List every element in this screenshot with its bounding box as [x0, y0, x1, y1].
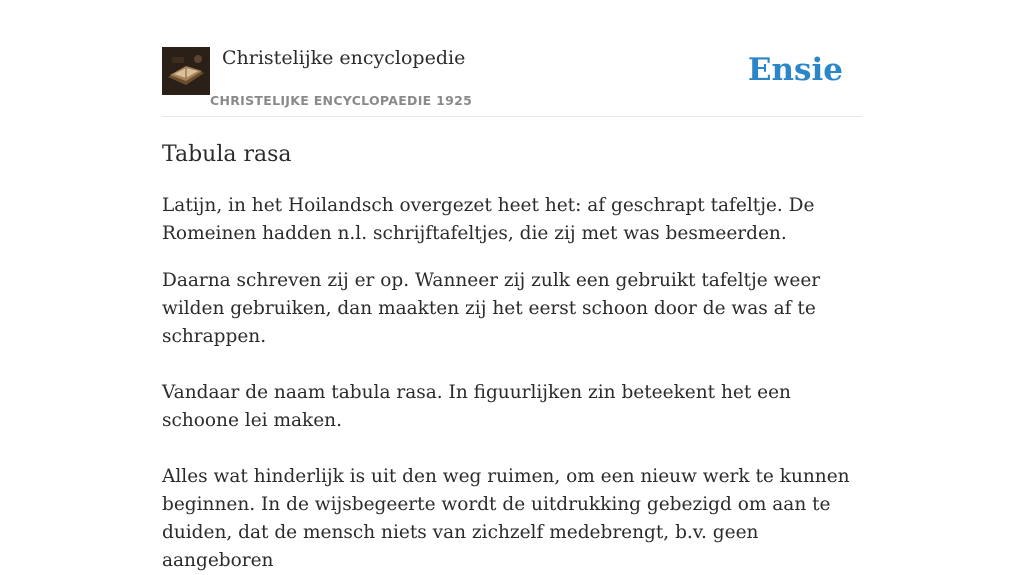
site-title[interactable]: Christelijke encyclopedie [222, 47, 466, 69]
article-title: Tabula rasa [162, 142, 292, 167]
book-image-icon [162, 47, 210, 95]
article-paragraph: Alles wat hinderlijk is uit den weg ruimen, om een nieuw werk te kunnen beginnen. In de wijsbegeerte wordt de uitdrukking gebezigd om aan te duiden, dat de mensch niets van zichzelf medebrengt, b.v. geen aangeboren [162, 466, 850, 571]
article-paragraph: Vandaar de naam tabula rasa. In figuurlijken zin beteekent het een schoone lei maken. [162, 382, 791, 431]
brand-logo[interactable]: Ensie [747, 52, 843, 88]
encyclopedia-avatar[interactable] [162, 47, 210, 95]
article-content [162, 138, 862, 575]
article-paragraph: Daarna schreven zij er op. Wanneer zij zulk een gebruikt tafeltje weer wilden gebruiken, dan maakten zij het eerst schoon door de was af te schrappen. [162, 270, 821, 347]
article-paragraph: Latijn, in het Hoilandsch overgezet heet het: af geschrapt tafeltje. De Romeinen hadden n.l. schrijftafeltjes, die zij met was besmeerden. [162, 195, 815, 244]
site-header [162, 46, 862, 117]
site-subtitle[interactable]: CHRISTELIJKE ENCYCLOPAEDIE 1925 [210, 93, 473, 108]
